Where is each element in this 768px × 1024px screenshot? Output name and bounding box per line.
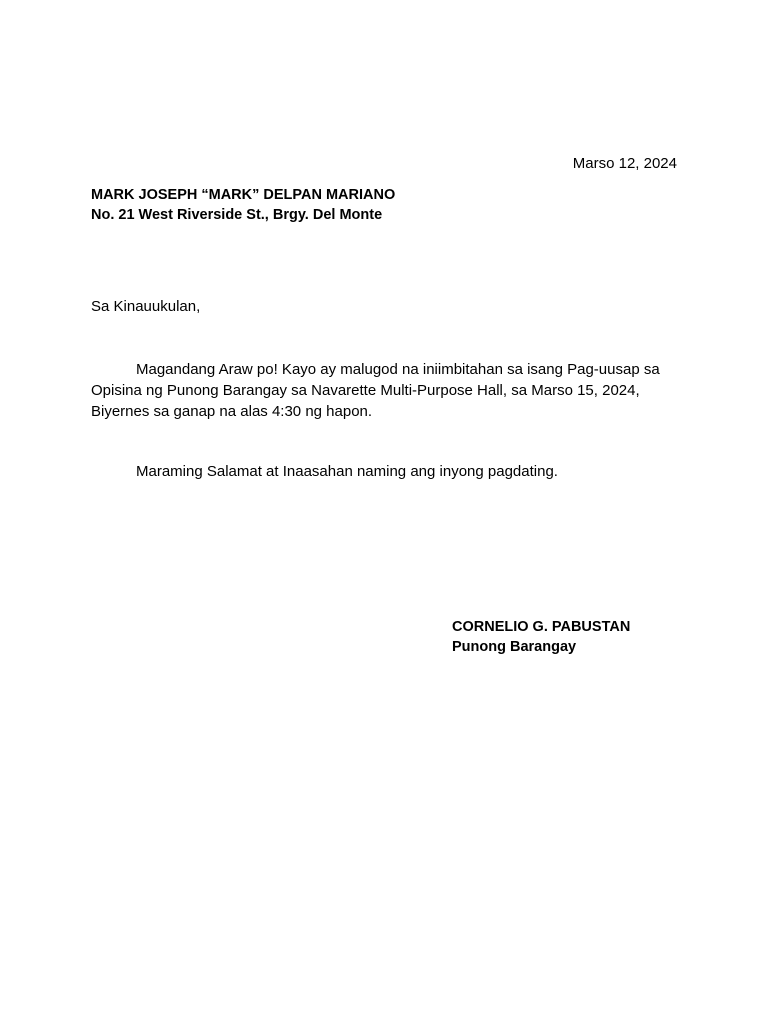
letter-body-paragraph: Magandang Araw po! Kayo ay malugod na iniimbitahan sa isang Pag-uusap sa Opisina ng Punong Barangay sa Navarette Multi-Purpose Hall, sa Marso 15, 2024, Biyernes sa ganap na alas 4:30 ng hapon. (91, 361, 660, 420)
signatory-block (452, 617, 630, 657)
letter-date: Marso 12, 2024 (572, 155, 677, 172)
salutation: Sa Kinauukulan, (91, 298, 201, 315)
recipient-address: No. 21 West Riverside St., Brgy. Del Monte (91, 207, 383, 223)
signatory-title: Punong Barangay (452, 639, 577, 655)
signatory-name: CORNELIO G. PABUSTAN (452, 619, 631, 635)
recipient-name: MARK JOSEPH “MARK” DELPAN MARIANO (91, 187, 396, 203)
closing-paragraph: Maraming Salamat at Inaasahan naming ang inyong pagdating. (136, 463, 558, 480)
recipient-block (91, 185, 395, 225)
